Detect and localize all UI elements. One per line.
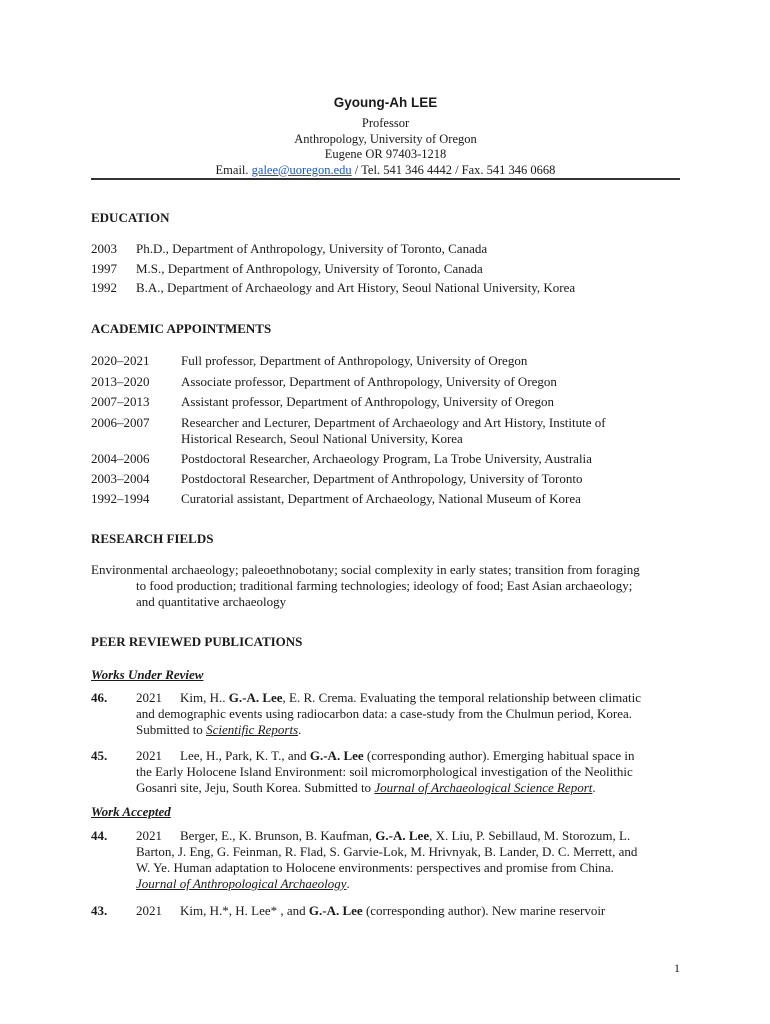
appointment-text-cont: Historical Research, Seoul National University, Korea [181,431,463,446]
publication-number: 46. [91,690,108,705]
pub-author-self: G.-A. Lee [228,690,283,705]
appointment-text: Postdoctoral Researcher, Archaeology Program, La Trobe University, Australia [181,451,592,466]
research-line: to food production; traditional farming technologies; ideology of food; East Asian archaeology; [136,578,633,593]
appointment-text: Full professor, Department of Anthropology, University of Oregon [181,353,528,368]
appointment-text: Curatorial assistant, Department of Archaeology, National Museum of Korea [181,491,581,506]
appointment-text: Postdoctoral Researcher, Department of Anthropology, University of Toronto [181,471,583,486]
page-number: 1 [674,961,680,975]
email-link[interactable]: galee@uoregon.edu [251,162,352,177]
appointment-years: 2006–2007 [91,415,150,430]
subhead-under-review: Works Under Review [91,667,204,682]
appointments-section [91,321,680,511]
education-degree: B.A., Department of Archaeology and Art History, Seoul National University, Korea [136,280,576,295]
publication-text [136,748,676,796]
pub-author-self: G.-A. Lee [375,828,430,843]
pub-author-self: G.-A. Lee [309,748,364,763]
address: Eugene OR 97403-1218 [324,147,447,161]
publication-year: 2021 [136,828,162,843]
education-section [91,210,680,305]
section-title-education: EDUCATION [91,210,170,225]
appointment-text: Assistant professor, Department of Anthropology, University of Oregon [181,394,555,409]
department: Anthropology, University of Oregon [294,131,477,146]
research-section [91,531,680,616]
pub-punct: . [298,722,302,737]
publication-year: 2021 [136,748,162,763]
pub-journal: Scientific Reports [206,722,299,737]
education-year: 1997 [91,261,117,276]
appointment-text: Associate professor, Department of Anthropology, University of Oregon [181,374,557,389]
appointment-years: 2003–2004 [91,471,150,486]
person-title: Professor [361,116,410,130]
pub-title: (corresponding author). New marine reservoir [362,903,606,918]
appointment-years: 1992–1994 [91,491,150,506]
publication-number: 45. [91,748,108,763]
pub-line: Gosanri site, Jeju, South Korea. Submitted to [136,780,375,795]
research-fields-text [91,562,680,610]
appointment-years: 2020–2021 [91,353,150,368]
publication-text [136,828,676,892]
education-degree: M.S., Department of Anthropology, University of Toronto, Canada [136,261,483,276]
pub-line: Barton, J. Eng, G. Feinman, R. Flad, S. Garvie-Lok, M. Hrivnyak, B. Lander, D. C. Merrett, and [136,844,638,859]
header-divider [91,178,680,180]
subhead-work-accepted: Work Accepted [91,804,171,819]
publication-text [136,903,676,919]
pub-title: , E. R. Crema. Evaluating the temporal relationship between climatic [282,690,642,705]
publication-year: 2021 [136,690,162,705]
cv-header [91,94,680,178]
section-title-research: RESEARCH FIELDS [91,531,214,546]
publication-text [136,690,676,738]
education-year: 1992 [91,280,117,295]
pub-line: Submitted to [136,722,207,737]
pub-author-self: G.-A. Lee [308,903,363,918]
pub-authors: Lee, H., Park, K. T., and [180,748,310,763]
pub-line: the Early Holocene Island Environment: soil micromorphological investigation of the Neolithic [136,764,633,779]
appointment-years: 2013–2020 [91,374,150,389]
education-year: 2003 [91,241,117,256]
pub-punct: . [346,876,350,891]
appointment-years: 2007–2013 [91,394,150,409]
pub-authors: Berger, E., K. Brunson, B. Kaufman, [180,828,376,843]
education-degree: Ph.D., Department of Anthropology, University of Toronto, Canada [136,241,488,256]
pub-title: (corresponding author). Emerging habitual space in [363,748,635,763]
pub-punct: . [592,780,596,795]
contact-line [91,163,680,179]
pub-authors: Kim, H.. [180,690,229,705]
publication-number: 44. [91,828,108,843]
section-title-appointments: ACADEMIC APPOINTMENTS [91,321,272,336]
pub-line: W. Ye. Human adaptation to Holocene environments: perspectives and promise from China. [136,860,614,875]
publication-year: 2021 [136,903,162,918]
contact-phone-fax: / Tel. 541 346 4442 / Fax. 541 346 0668 [354,162,556,177]
pub-line: and demographic events using radiocarbon data: a case-study from the Chulmun period, Korea. [136,706,633,721]
publications-section [91,634,680,924]
email-label: Email. [215,162,249,177]
appointment-years: 2004–2006 [91,451,150,466]
section-title-publications: PEER REVIEWED PUBLICATIONS [91,634,303,649]
publication-number: 43. [91,903,108,918]
pub-authors: Kim, H.*, H. Lee* , and [180,903,309,918]
research-line: Environmental archaeology; paleoethnobotany; social complexity in early states; transition from foraging [91,562,640,577]
research-line: and quantitative archaeology [136,594,287,609]
pub-authors-cont: , X. Liu, P. Sebillaud, M. Storozum, L. [429,828,631,843]
person-name: Gyoung-Ah LEE [333,95,438,110]
appointment-text: Researcher and Lecturer, Department of Archaeology and Art History, Institute of [181,415,606,430]
pub-journal: Journal of Anthropological Archaeology [136,876,347,891]
pub-journal: Journal of Archaeological Science Report [374,780,593,795]
